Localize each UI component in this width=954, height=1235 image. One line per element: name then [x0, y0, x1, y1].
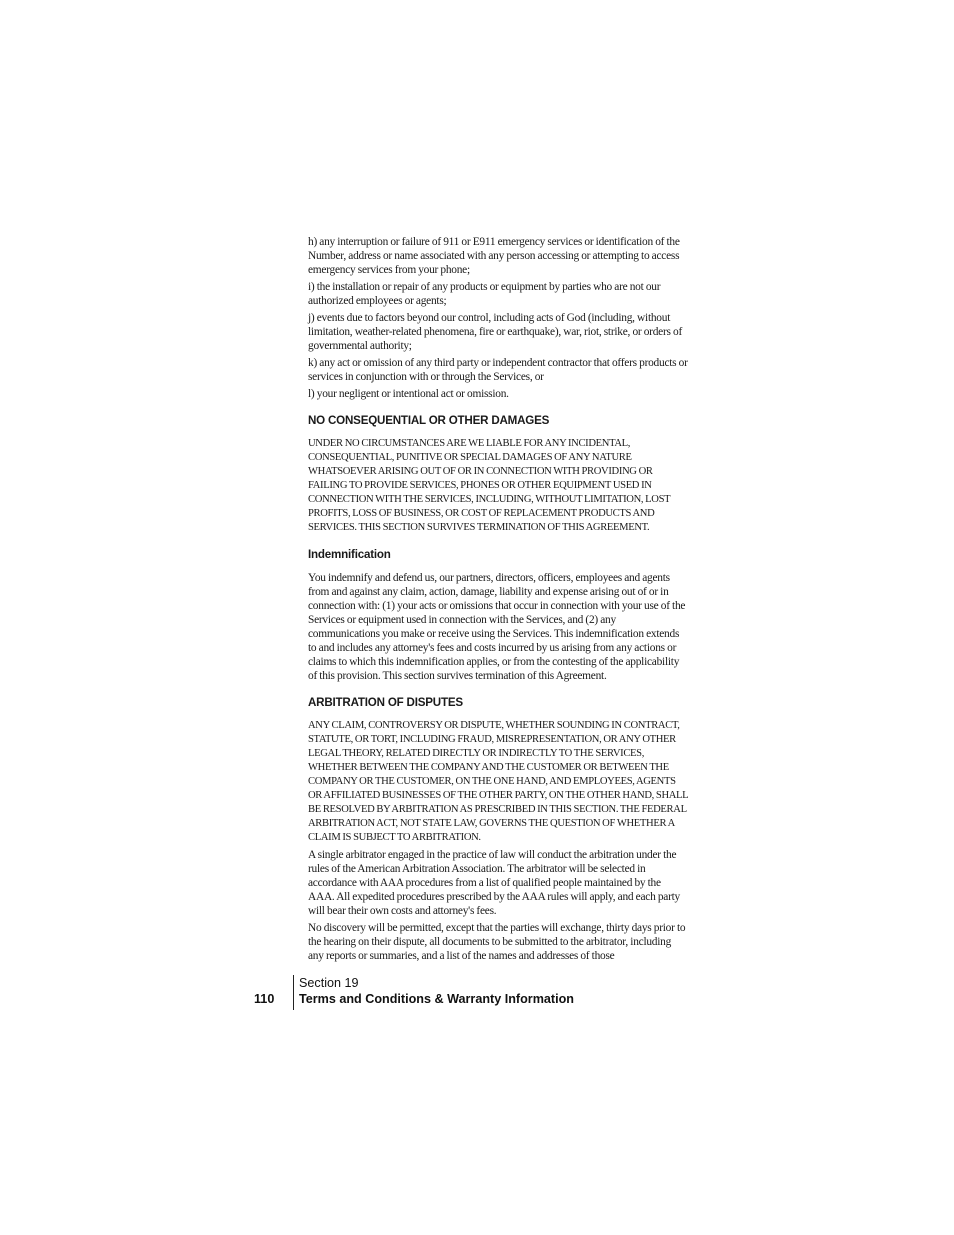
list-item-k: k) any act or omission of any third party or independent contractor that offers products or services in conjunction with or through the Services, or — [308, 357, 688, 383]
arbitration-body-arbitrator: A single arbitrator engaged in the practice of law will conduct the arbitration under the rules of the American Arbitration Association. The arbitrator will be selected in accordance with AAA procedures from a list of qualified people maintained by the AAA. All expedited procedures prescribed by the AAA rules will apply, and each party will bear their own costs and attorney's fees. — [308, 849, 680, 917]
no-consequential-heading: NO CONSEQUENTIAL OR OTHER DAMAGES — [308, 414, 550, 427]
indemnification-body: You indemnify and defend us, our partners, directors, officers, employees and agents from and against any claim, action, damage, liability and expense arising out of or in connection with: (1) your acts or omissions that occur in connection with your use of the Services or equipment used in connection with the Services, and (2) any communications you make or receive using the Services. This indemnification extends to and includes any attorney's fees and costs incurred by us arising from any actions or claims to which this indemnification applies, or from the contesting of the applicability of this provision. This section survives termination of this Agreement. — [308, 572, 686, 682]
list-item-i: i) the installation or repair of any products or equipment by parties who are not our authorized employees or agents; — [308, 281, 661, 307]
footer-section-label: Section 19 — [299, 976, 359, 990]
list-item-j: j) events due to factors beyond our control, including acts of God (including, without limitation, weather-related phenomena, fire or earthquake), war, riot, strike, or orders of governmental authority; — [308, 312, 682, 352]
arbitration-heading: ARBITRATION OF DISPUTES — [308, 696, 463, 709]
page-body — [308, 235, 688, 966]
footer-section-title: Terms and Conditions & Warranty Information — [299, 992, 574, 1006]
indemnification-heading: Indemnification — [308, 548, 391, 561]
page-number: 110 — [254, 992, 275, 1006]
list-item-l: l) your negligent or intentional act or omission. — [308, 388, 509, 400]
no-consequential-body: UNDER NO CIRCUMSTANCES ARE WE LIABLE FOR ANY INCIDENTAL, CONSEQUENTIAL, PUNITIVE OR SPECIAL DAMAGES OF ANY NATURE WHATSOEVER ARISING OUT OF OR IN CONNECTION WITH PROVIDING OR FAILING TO PROVIDE SERVICES, PHONES OR OTHER EQUIPMENT USED IN CONNECTION WITH THE SERVICES, INCLUDING, WITHOUT LIMITATION, LOST PROFITS, LOSS OF BUSINESS, OR COST OF REPLACEMENT PRODUCTS AND SERVICES. THIS SECTION SURVIVES TERMINATION OF THIS AGREEMENT. — [308, 438, 671, 533]
arbitration-body-discovery: No discovery will be permitted, except that the parties will exchange, thirty days prior to the hearing on their dispute, all documents to be submitted to the arbitrator, including any reports or summaries, and a list of the names and addresses of those — [308, 922, 686, 962]
list-item-h: h) any interruption or failure of 911 or E911 emergency services or identification of the Number, address or name associated with any person accessing or attempting to access emergency services from your phone; — [308, 236, 680, 276]
arbitration-body-caps: ANY CLAIM, CONTROVERSY OR DISPUTE, WHETHER SOUNDING IN CONTRACT, STATUTE, OR TORT, INCLUDING FRAUD, MISREPRESENTATION, OR ANY OTHER LEGAL THEORY, RELATED DIRECTLY OR INDIRECTLY TO THE SERVICES, WHETHER BETWEEN THE COMPANY AND THE CUSTOMER OR BETWEEN THE COMPANY OR THE CUSTOMER, ON THE ONE HAND, AND EMPLOYEES, AGENTS OR AFFILIATED BUSINESSES OF THE OTHER PARTY, ON THE OTHER HAND, SHALL BE RESOLVED BY ARBITRATION AS PRESCRIBED IN THIS SECTION. THE FEDERAL ARBITRATION ACT, NOT STATE LAW, GOVERNS THE QUESTION OF WHETHER A CLAIM IS SUBJECT TO ARBITRATION. — [308, 720, 688, 843]
footer-divider — [293, 975, 294, 1010]
